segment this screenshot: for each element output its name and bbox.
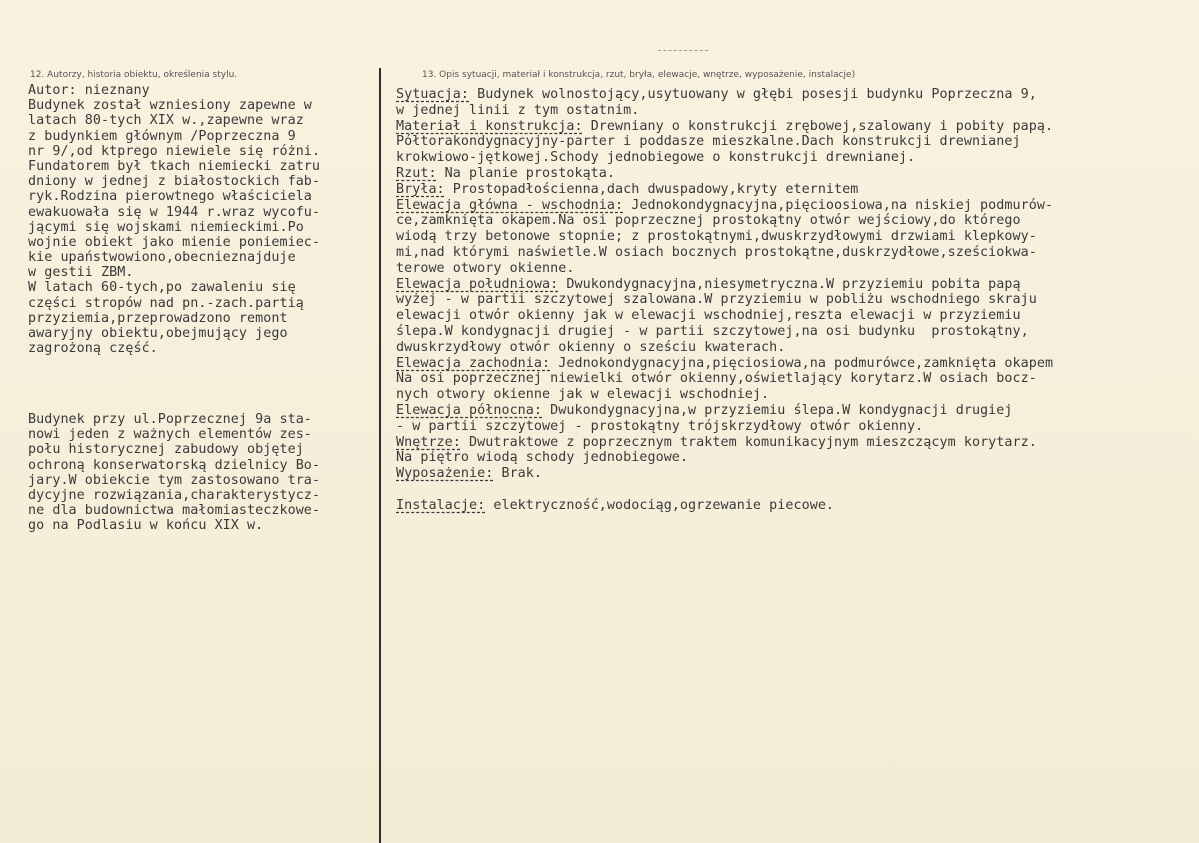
text-line: go na Podlasiu w końcu XIX w. xyxy=(28,518,264,534)
section-text: wiodą trzy betonowe stopnie; z prostokątnymi,dwuskrzydłowymi drzwiami klepkowy- xyxy=(396,229,1037,245)
section-text: Prostopadłościenna,dach dwuspadowy,kryty eternitem xyxy=(444,181,859,197)
text-line: części stropów nad pn.-zach.partią xyxy=(28,295,304,311)
history-text xyxy=(28,83,320,356)
section-text: Dwukondygnacyjna,w przyziemiu ślepa.W kondygnacji drugiej xyxy=(542,402,1013,418)
description-line xyxy=(396,119,1053,135)
text-line: W latach 60-tych,po zawaleniu się xyxy=(28,280,296,296)
description-line xyxy=(396,482,1053,498)
text-line: wojnie obiekt jako mienie poniemiec- xyxy=(28,234,321,250)
description-line xyxy=(396,387,1053,403)
section-text: elewacji otwór okienny jak w elewacji wschodniej,reszta elewacji w przyziemiu xyxy=(396,308,1021,324)
text-line: nowi jeden z ważnych elementów zes- xyxy=(28,427,312,443)
text-line: połu historycznej zabudowy objętej xyxy=(28,442,304,458)
section-text: krokwiowo-jętkowej.Schody jednobiegowe o konstrukcji drewnianej. xyxy=(396,150,916,166)
text-line: ewakuowała się w 1944 r.wraz wycofu- xyxy=(28,204,321,220)
section-text: mi,nad którymi naświetle.W osiach bocznych prostokątne,duskrzydłowe,sześciokwa- xyxy=(396,244,1037,260)
description-line xyxy=(396,134,1053,150)
description-line xyxy=(396,403,1053,419)
section-text: - w partii szczytowej - prostokątny trójskrzydłowy otwór okienny. xyxy=(396,418,924,434)
text-line: dniony w jednej z białostockich fab- xyxy=(28,174,321,190)
description-line xyxy=(396,466,1053,482)
section-text: Budynek wolnostojący,usytuowany w głębi posesji budynku Poprzeczna 9, xyxy=(469,87,1037,102)
text-line: jącymi się wojskami niemieckimi.Po xyxy=(28,219,304,235)
description-line xyxy=(396,308,1053,324)
text-line: jary.W obiekcie tym zastosowano tra- xyxy=(28,472,321,488)
text-line: Budynek przy ul.Poprzecznej 9a sta- xyxy=(28,412,312,427)
section-text: terowe otwory okienne. xyxy=(396,260,575,276)
description-line xyxy=(396,166,1053,182)
description-line xyxy=(396,261,1053,277)
description-line xyxy=(396,419,1053,435)
description-line xyxy=(396,198,1053,214)
description-line xyxy=(396,245,1053,261)
text-line: dycyjne rozwiązania,charakterystycz- xyxy=(28,487,321,503)
section-text: Półtorakondygnacyjny-parter i poddasze mieszkalne.Dach konstrukcji drewnianej xyxy=(396,134,1021,150)
text-line: z budynkiem głównym /Poprzeczna 9 xyxy=(28,128,296,144)
text-line: Fundatorem był tkach niemiecki zatru xyxy=(28,158,321,174)
description-line xyxy=(396,498,1053,514)
section-label: Instalacje: xyxy=(396,497,486,513)
section-text: ślepa.W kondygnacji drugiej - w partii szczytowej,na osi budynku prostokątny, xyxy=(396,323,1029,339)
section-text: Na planie prostokąta. xyxy=(436,165,616,181)
field-13-header: 13. Opis sytuacji, materiał i konstrukcja, rzut, bryła, elewacje, wnętrze, wyposażenie, instalacje) xyxy=(422,70,856,80)
section-text: Jednokondygnacyjna,pięciosiowa,na podmurówce,zamknięta okapem xyxy=(550,355,1054,371)
description-line xyxy=(396,435,1053,451)
text-line: ryk.Rodzina pierowtnego właściciela xyxy=(28,189,312,205)
text-line: latach 80-tych XIX w.,zapewne wraz xyxy=(28,113,304,129)
section-text: Na piętro wiodą schody jednobiegowe. xyxy=(396,450,689,466)
section-text: w jednej linii z tym ostatnim. xyxy=(396,102,640,118)
description-line xyxy=(396,182,1053,198)
section-text: ce,zamknięta okapem.Na osi poprzecznej prostokątny otwór wejściowy,do którego xyxy=(396,213,1021,229)
column-divider xyxy=(379,68,381,843)
description-line xyxy=(396,277,1053,293)
section-text: Brak. xyxy=(493,466,543,482)
section-label: Wnętrze: xyxy=(396,434,461,450)
description-line xyxy=(396,324,1053,340)
section-text: Na osi poprzecznej niewielki otwór okienny,oświetlający korytarz.W osiach bocz- xyxy=(396,371,1037,387)
description-line xyxy=(396,103,1053,119)
text-line: kie upaństwowiono,obecnieznajduje xyxy=(28,250,296,266)
section-label: Elewacja zachodnia: xyxy=(396,355,551,371)
section-text: Dwukondygnacyjna,niesymetryczna.W przyziemiu pobita papą xyxy=(558,276,1021,292)
text-line: ochroną konserwatorską dzielnicy Bo- xyxy=(28,457,321,473)
description-line xyxy=(396,292,1053,308)
description-line xyxy=(396,371,1053,387)
field-12-header: 12. Autorzy, historia obiektu, określenia stylu. xyxy=(30,70,238,80)
section-text: dwuskrzydłowy otwór okienny o sześciu kwaterach. xyxy=(396,339,786,355)
description-line xyxy=(396,87,1053,103)
section-label: Bryła: xyxy=(396,181,445,197)
section-text: nych otwory okienne jak w elewacji wschodniej. xyxy=(396,387,770,403)
text-line: zagrożoną część. xyxy=(28,341,158,357)
text-line: w gestii ZBM. xyxy=(28,265,134,281)
text-line: Autor: nieznany xyxy=(28,83,150,98)
description-line xyxy=(396,213,1053,229)
section-text: elektryczność,wodociąg,ogrzewanie piecowe. xyxy=(485,497,835,513)
description-line xyxy=(396,150,1053,166)
text-line: ne dla budownictwa małomiasteczkowe- xyxy=(28,503,321,519)
description-line xyxy=(396,229,1053,245)
section-label: Elewacja główna - wschodnia: xyxy=(396,197,624,213)
section-text: wyżej - w partii szczytowej szalowana.W przyziemiu w pobliżu wschodniego skraju xyxy=(396,292,1037,308)
text-line: awaryjny obiektu,obejmujący jego xyxy=(28,326,288,341)
section-label: Elewacja południowa: xyxy=(396,276,559,292)
section-label: Materiał i konstrukcja: xyxy=(396,118,583,134)
significance-text xyxy=(28,412,320,534)
top-dash-mark xyxy=(658,50,708,51)
section-label: Rzut: xyxy=(396,165,437,181)
description-line xyxy=(396,356,1053,372)
section-text: Drewniany o konstrukcji zrębowej,szalowany i pobity papą. xyxy=(582,118,1054,134)
text-line: przyziemia,przeprowadzono remont xyxy=(28,310,288,326)
section-label: Sytuacja: xyxy=(396,87,470,102)
text-line: Budynek został wzniesiony zapewne w xyxy=(28,98,312,114)
section-text: Dwutraktowe z poprzecznym traktem komunikacyjnym mieszczącym korytarz. xyxy=(460,434,1037,450)
section-label: Wyposażenie: xyxy=(396,466,494,482)
description-text xyxy=(396,87,1053,514)
section-text: Jednokondygnacyjna,pięcioosiowa,na niskiej podmurów- xyxy=(623,197,1054,213)
description-line xyxy=(396,450,1053,466)
description-line xyxy=(396,340,1053,356)
text-line: nr 9/,od ktprego niewiele się różni. xyxy=(28,143,321,159)
section-label: Elewacja północna: xyxy=(396,402,543,418)
